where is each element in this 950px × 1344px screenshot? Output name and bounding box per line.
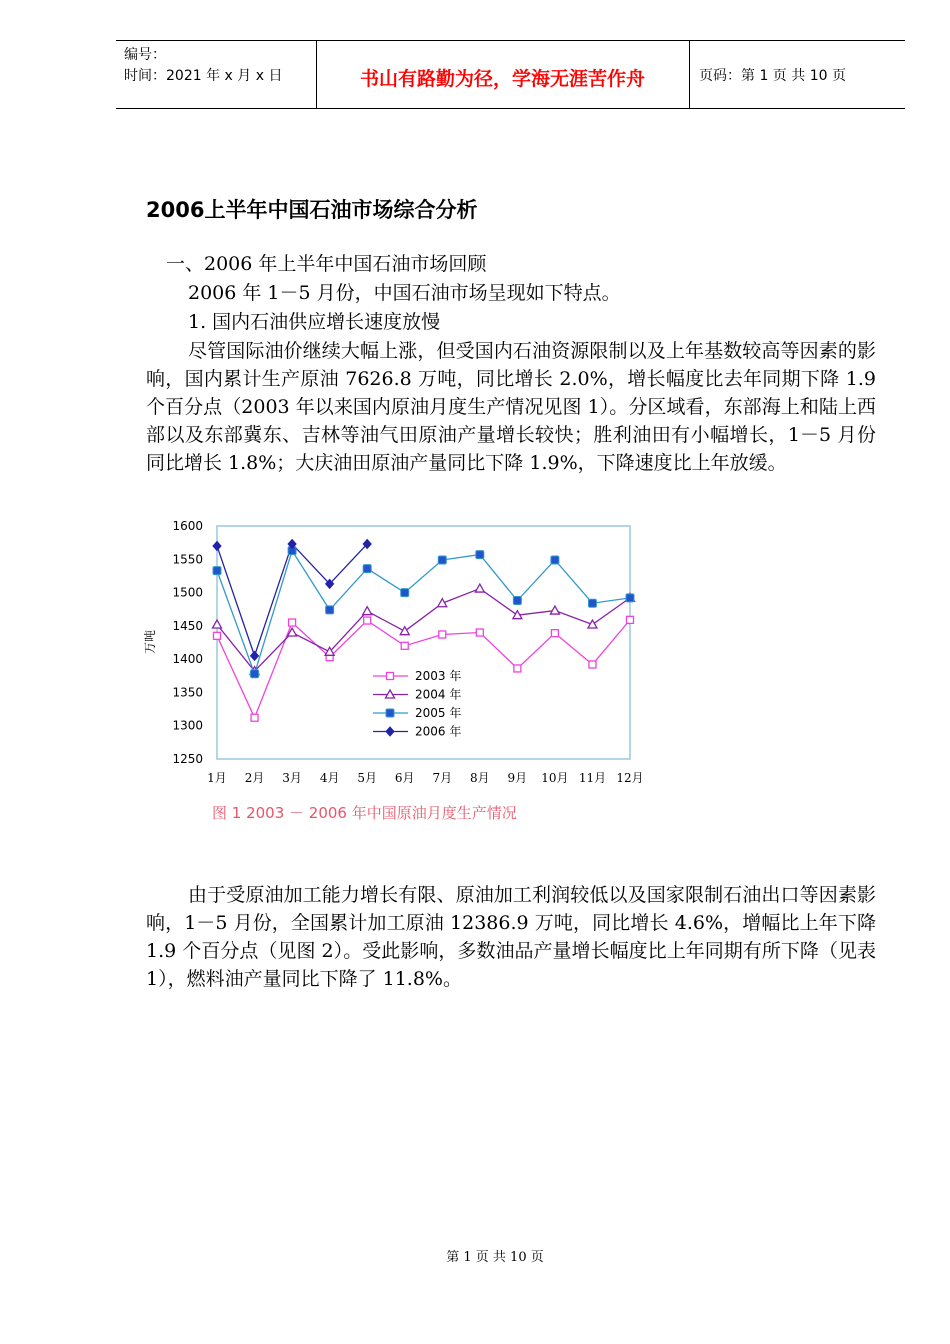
data-point-series-3	[213, 541, 221, 550]
page-footer: 第 1 页 共 10 页	[446, 1250, 544, 1265]
data-point-series-1	[400, 627, 409, 635]
data-point-series-0	[214, 632, 221, 639]
data-point-series-0	[364, 617, 371, 624]
data-point-series-1	[475, 584, 484, 592]
x-tick-label: 3月	[282, 771, 302, 785]
legend-label: 2003 年	[415, 669, 462, 683]
data-point-series-2	[326, 606, 334, 614]
data-point-series-2	[588, 599, 596, 607]
y-tick-label: 1250	[172, 752, 203, 766]
y-tick-label: 1500	[172, 585, 203, 600]
data-point-series-2	[626, 594, 634, 602]
legend-marker	[386, 727, 394, 736]
page-header	[116, 40, 905, 109]
data-point-series-2	[213, 567, 221, 575]
data-point-series-1	[363, 607, 372, 615]
code-label: 编号：	[124, 47, 166, 63]
data-point-series-0	[627, 616, 634, 623]
x-tick-label: 6月	[394, 771, 415, 785]
data-point-series-2	[438, 556, 446, 564]
data-point-series-1	[213, 620, 222, 628]
y-tick-label: 1550	[172, 552, 203, 567]
data-point-series-0	[289, 619, 296, 626]
page-info: 页码：第 1 页 共 10 页	[699, 68, 846, 84]
y-tick-label: 1300	[172, 718, 203, 733]
chart-caption: 图 1 2003 － 2006 年中国原油月度生产情况	[212, 804, 517, 822]
x-tick-label: 4月	[319, 771, 340, 785]
data-point-series-2	[251, 670, 259, 678]
data-point-series-0	[439, 631, 446, 638]
data-point-series-0	[514, 665, 521, 672]
intro-line: 2006 年 1－5 月份，中国石油市场呈现如下特点。	[188, 282, 621, 304]
time-label: 时间：2021 年 x 月 x 日	[124, 68, 283, 84]
data-point-series-2	[476, 551, 484, 559]
x-tick-label: 10月	[541, 771, 569, 785]
data-point-series-1	[438, 599, 447, 607]
legend-label: 2006 年	[415, 724, 462, 739]
subheading: 1. 国内石油供应增长速度放慢	[188, 311, 441, 333]
legend-label: 2005 年	[415, 706, 462, 720]
header-meta-cell	[116, 41, 317, 108]
series-line-1	[217, 589, 630, 672]
data-point-series-0	[251, 714, 258, 721]
motto: 书山有路勤为径，学海无涯苦作舟	[359, 68, 645, 90]
x-tick-label: 7月	[432, 771, 453, 785]
data-point-series-2	[551, 556, 559, 564]
header-motto-cell	[316, 41, 690, 108]
x-tick-label: 12月	[616, 771, 644, 785]
data-point-series-0	[589, 661, 596, 668]
x-tick-label: 11月	[578, 771, 607, 785]
data-point-series-1	[550, 606, 559, 614]
y-tick-label: 1400	[172, 652, 203, 667]
x-tick-label: 1月	[207, 771, 227, 785]
paragraph-1: 尽管国际油价继续大幅上涨，但受国内石油资源限制以及上年基数较高等因素的影响，国内累计生产原油 7626.8 万吨，同比增长 2.0%，增长幅度比去年同期下降 1.9 个百分点（2003 年以来国内原油月度生产情况见图 1）。分区域看，东部海上和陆上西部以及东部冀东、吉林等油气田原油产量增长较快；胜利油田有小幅增长，1－5 月份同比增长 1.8%；大庆油田原油产量同比下降 1.9%，下降速度比上年放缓。	[146, 340, 876, 474]
paragraph-2: 由于受原油加工能力增长有限、原油加工利润较低以及国家限制石油出口等因素影响，1－5 月份，全国累计加工原油 12386.9 万吨，同比增长 4.6%，增幅比上年下降 1.9 个百分点（见图 2）。受此影响，多数油品产量增长幅度比上年同期有所下降（见表 1），燃料油产量同比下降了 11.8%。	[146, 884, 876, 990]
document-title: 2006上半年中国石油市场综合分析	[146, 198, 478, 222]
data-point-series-2	[513, 597, 521, 605]
legend-label: 2004 年	[415, 687, 462, 702]
series-line-3	[217, 544, 367, 656]
legend-marker	[387, 673, 394, 680]
data-point-series-0	[476, 629, 483, 636]
x-tick-label: 8月	[469, 771, 490, 785]
y-tick-label: 1350	[172, 685, 203, 700]
data-point-series-0	[551, 630, 558, 637]
data-point-series-2	[401, 589, 409, 597]
data-point-series-3	[251, 651, 259, 660]
x-tick-label: 2月	[244, 771, 265, 785]
y-tick-label: 1450	[172, 618, 203, 633]
crude-oil-production-chart	[140, 514, 660, 830]
y-axis-label: 万吨	[143, 629, 157, 655]
x-tick-label: 9月	[507, 771, 528, 785]
section-heading: 一、2006 年上半年中国石油市场回顾	[166, 253, 487, 275]
y-tick-label: 1600	[172, 519, 203, 533]
x-tick-label: 5月	[357, 771, 378, 785]
data-point-series-2	[363, 565, 371, 573]
header-page-cell	[689, 41, 905, 108]
data-point-series-0	[401, 642, 408, 649]
legend-marker	[386, 709, 394, 717]
